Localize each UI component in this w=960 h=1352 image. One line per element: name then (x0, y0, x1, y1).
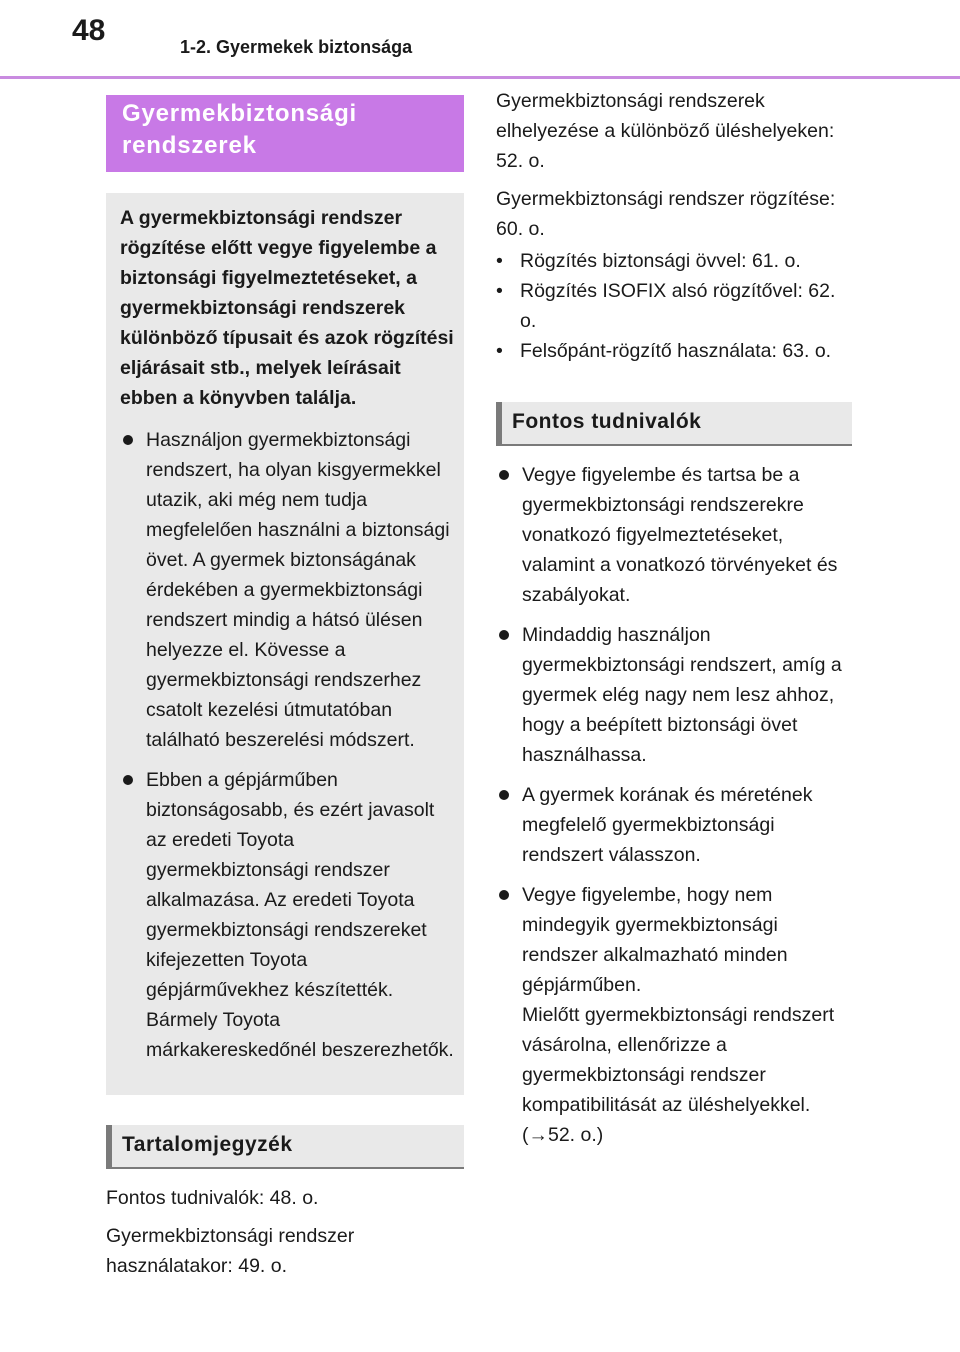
list-item: • Felsőpánt-rögzítő használata: 63. o. (496, 336, 852, 366)
right-column (496, 86, 852, 1160)
bullet-icon (123, 775, 133, 785)
toc-heading: Tartalomjegyzék (106, 1125, 464, 1169)
bullet-icon: • (496, 250, 503, 272)
left-column (106, 95, 464, 1289)
bullet-icon: • (496, 280, 503, 302)
header-divider (0, 76, 960, 79)
list-item: Használjon gyermekbiztonsági rendszert, ha olyan kisgyermekkel utazik, aki még nem tudja megfelelően használni a biztonsági övet. A gyermek biztonságának érdekében a gyermekbiztonsági rendszert mindig a hátsó ülésen helyezze el. Kövesse a gyermekbiztonsági rendszerhez csatolt kezelési útmutatóban található beszerelési módszert. (120, 425, 454, 755)
bullet-icon (123, 435, 133, 445)
page-header (0, 0, 960, 80)
list-item: Mindaddig használjon gyermekbiztonsági rendszert, amíg a gyermek elég nagy nem lesz ahhoz, hogy a beépített biztonsági övet használhassa. (496, 620, 852, 770)
list-item: A gyermek korának és méretének megfelelő gyermekbiztonsági rendszert válasszon. (496, 780, 852, 870)
bullet-icon: • (496, 340, 503, 362)
bullet-icon (499, 790, 509, 800)
bullet-icon (499, 470, 509, 480)
list-item: • Rögzítés biztonsági övvel: 61. o. (496, 246, 852, 276)
list-item: Ebben a gépjárműben biztonságosabb, és ezért javasolt az eredeti Toyota gyermekbiztonsági rendszer alkalmazása. Az eredeti Toyota gyermekbiztonsági rendszereket kifejezetten Toyota gépjárművekhez készítették. Bármely Toyota márkakereskedőnél beszerezhetők. (120, 765, 454, 1065)
page-number: 48 (72, 14, 106, 47)
section-title: 1-2. Gyermekek biztonsága (180, 37, 413, 57)
notes-heading: Fontos tudnivalók (496, 402, 852, 446)
list-item: • Rögzítés ISOFIX alsó rögzítővel: 62. o. (496, 276, 852, 336)
toc-entry: Gyermekbiztonsági rendszerek elhelyezése a különböző üléshelyeken: 52. o. (496, 90, 835, 172)
toc-entry: Gyermekbiztonsági rendszer rögzítése: 60. o. (496, 188, 836, 240)
section-heading: Gyermekbiztonsági rendszerek (106, 95, 464, 172)
toc-entry: Gyermekbiztonsági rendszer használatakor: 49. o. (106, 1225, 355, 1277)
list-item: Vegye figyelembe és tartsa be a gyermekbiztonsági rendszerekre vonatkozó figyelmeztetéseket, valamint a vonatkozó törvényeket és szabályokat. (496, 460, 852, 610)
toc-entry: Fontos tudnivalók: 48. o. (106, 1187, 319, 1209)
box-intro: A gyermekbiztonsági rendszer rögzítése előtt vegye figyelembe a biztonsági figyelmeztetéseket, a gyermekbiztonsági rendszerek különböző típusait és azok rögzítési eljárásait stb., melyek leírásait ebben a könyvben találja. (120, 207, 454, 409)
info-box (106, 193, 464, 1095)
box-bullet-list (120, 425, 454, 1065)
notes-list (496, 460, 852, 1150)
list-item: Vegye figyelembe, hogy nem mindegyik gyermekbiztonsági rendszer alkalmazható minden gépjárműben. Mielőtt gyermekbiztonsági rendszert vásárolna, ellenőrizze a gyermekbiztonsági rendszer kompatibilitását az üléshelyekkel. (→52. o.) (496, 880, 852, 1150)
bullet-icon (499, 630, 509, 640)
bullet-icon (499, 890, 509, 900)
sub-list (496, 246, 852, 366)
